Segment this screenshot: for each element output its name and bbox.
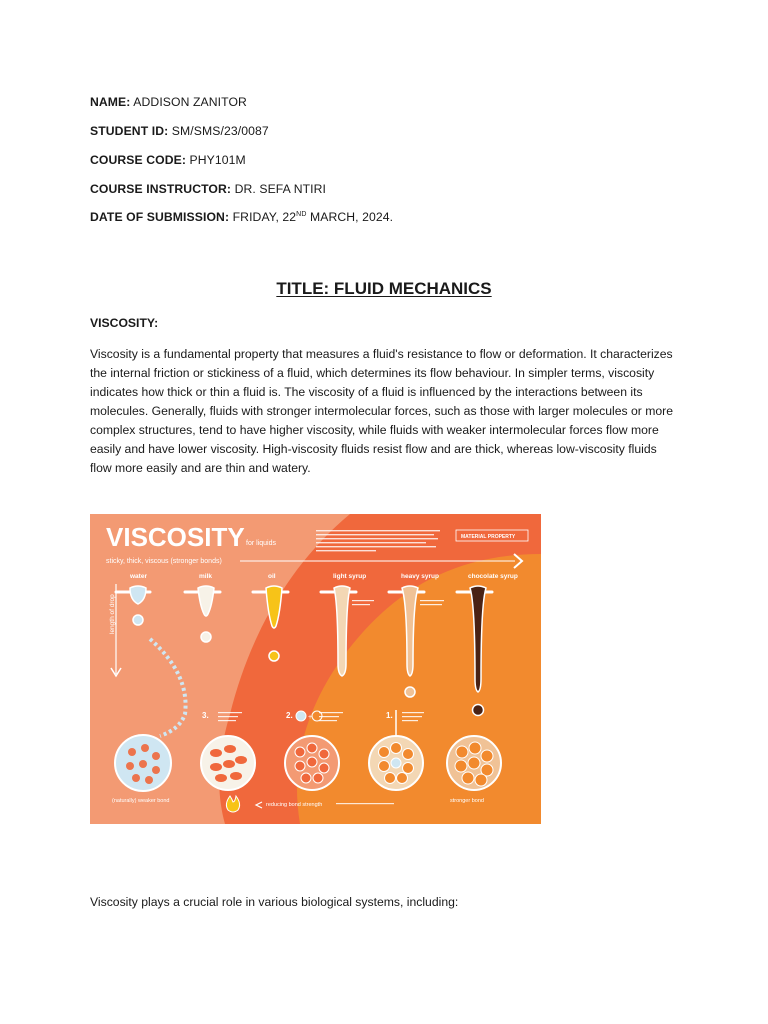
liquid-label-water: water [130, 573, 147, 580]
axis-label-length: length of drop [109, 594, 116, 634]
molecule-circle-syrup [369, 736, 423, 790]
submission-date-field [90, 210, 393, 224]
liquid-label-heavy-syrup: heavy syrup [401, 573, 439, 580]
name-label: NAME: [90, 95, 131, 109]
instructor-label: COURSE INSTRUCTOR: [90, 182, 232, 196]
material-property-label: MATERIAL PROPERTY [461, 534, 516, 540]
step-3: 3. [202, 711, 209, 720]
infographic-title: VISCOSITY [106, 522, 245, 552]
closing-sentence: Viscosity plays a crucial role in various biological systems, including: [90, 895, 459, 909]
svg-text:+: + [308, 714, 313, 721]
liquid-label-oil: oil [268, 573, 276, 580]
name-value: ADDISON ZANITOR [133, 95, 247, 109]
label-reducing-bond: reducing bond strength [266, 802, 323, 808]
submission-date-value: FRIDAY, 22 [232, 210, 297, 224]
student-id-value: SM/SMS/23/0087 [171, 124, 269, 138]
liquid-label-light-syrup: light syrup [333, 573, 367, 580]
body-paragraph: Viscosity is a fundamental property that measures a fluid's resistance to flow or deformation. It characterizes the internal friction or stickiness of a fluid, which determines its flow behaviour. In simpler terms, viscosity indicates how thick or thin a fluid is. The viscosity of a fluid is influenced by the interactions between its molecules. Generally, fluids with stronger intermolecular forces, such as those with larger molecules or more complex structures, tend to have higher viscosity, while fluids with weaker intermolecular forces flow more easily and have lower viscosity. High-viscosity fluids resist flow and are thick, whereas low-viscosity fluids flow more easily and are thin and watery. [90, 347, 673, 475]
infographic-subtitle: for liquids [246, 540, 276, 547]
viscosity-infographic [90, 514, 541, 824]
molecule-circle-milk [201, 736, 255, 790]
name-field [90, 95, 247, 109]
infographic-tagline: sticky, thick, viscous (stronger bonds) [106, 558, 222, 565]
step-2: 2. [286, 711, 293, 720]
page-title: TITLE: FLUID MECHANICS [276, 279, 492, 298]
student-id-field [90, 124, 269, 138]
instructor-field [90, 182, 326, 196]
submission-date-suffix: ND [296, 211, 307, 218]
section-heading: VISCOSITY: [90, 316, 159, 330]
student-id-label: STUDENT ID: [90, 124, 169, 138]
molecule-circle-chocolate [447, 736, 501, 790]
course-code-value: PHY101M [189, 153, 246, 167]
step-1: 1. [386, 711, 393, 720]
liquid-label-chocolate-syrup: chocolate syrup [468, 573, 518, 580]
molecule-circle-water [115, 735, 171, 791]
molecule-circle-oil [285, 736, 339, 790]
liquid-label-milk: milk [199, 573, 213, 580]
label-weaker-bond: (naturally) weaker bond [112, 798, 170, 804]
course-code-label: COURSE CODE: [90, 153, 186, 167]
instructor-value: DR. SEFA NTIRI [234, 182, 327, 196]
course-code-field [90, 153, 246, 167]
submission-date-rest: MARCH, 2024. [306, 210, 394, 224]
label-stronger-bond: stronger bond [450, 798, 484, 804]
submission-date-label: DATE OF SUBMISSION: [90, 210, 230, 224]
